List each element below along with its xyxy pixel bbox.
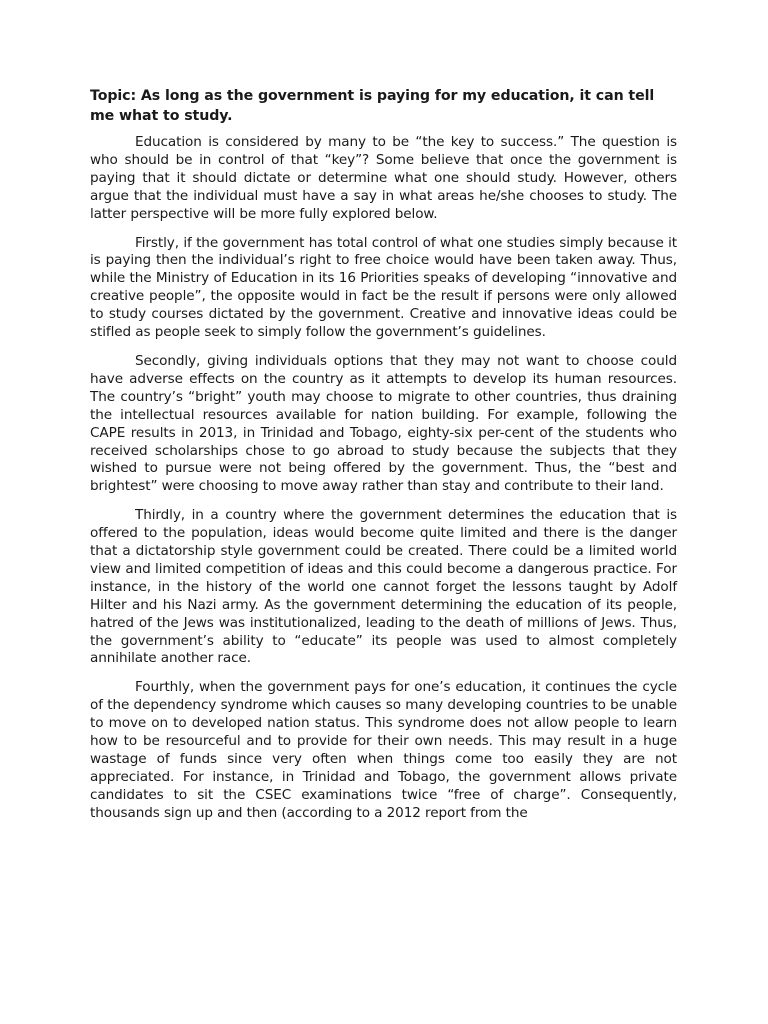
paragraph-thirdly: Thirdly, in a country where the government determines the education that is offered to the population, ideas would become quite limited and there is the danger that a dictatorship style government could be created. There could be a limited world view and limited competition of ideas and this could become a dangerous practice. For instance, in the history of the world one cannot forget the lessons taught by Adolf Hilter and his Nazi army. As the government determining the education of its people, hatred of the Jews was institutionalized, leading to the death of millions of Jews. Thus, the government’s ability to “educate” its people was used to almost completely annihilate another race. <box>90 507 677 667</box>
paragraph-fourthly: Fourthly, when the government pays for one’s education, it continues the cycle of the dependency syndrome which causes so many developing countries to be unable to move on to developed nation status. This syndrome does not allow people to learn how to be resourceful and to provide for their own needs. This may result in a huge wastage of funds since very often when things come too easily they are not appreciated. For instance, in Trinidad and Tobago, the government allows private candidates to sit the CSEC examinations twice “free of charge”. Consequently, thousands sign up and then (according to a 2012 report from the <box>90 679 677 821</box>
paragraph-introduction: Education is considered by many to be “the key to success.” The question is who should be in control of that “key”? Some believe that once the government is paying that it should dictate or determine what one should study. However, others argue that the individual must have a say in what areas he/she chooses to study. The latter perspective will be more fully explored below. <box>90 134 677 222</box>
paragraph-secondly: Secondly, giving individuals options that they may not want to choose could have adverse effects on the country as it attempts to develop its human resources. The country’s “bright” youth may choose to migrate to other countries, thus draining the intellectual resources available for nation building. For example, following the CAPE results in 2013, in Trinidad and Tobago, eighty-six per-cent of the students who received scholarships chose to go abroad to study because the subjects that they wished to pursue were not being offered by the government. Thus, the “best and brightest” were choosing to move away rather than stay and contribute to their land. <box>90 352 677 495</box>
document-body <box>90 86 677 834</box>
essay-topic-title: Topic: As long as the government is paying for my education, it can tell me what to study. <box>90 88 655 124</box>
paragraph-firstly: Firstly, if the government has total control of what one studies simply because it is paying then the individual’s right to free choice would have been taken away. Thus, while the Ministry of Education in its 16 Priorities speaks of developing “innovative and creative people”, the opposite would in fact be the result if persons were only allowed to study courses dictated by the government. Creative and innovative ideas could be stifled as people seek to simply follow the government’s guidelines. <box>90 234 677 341</box>
